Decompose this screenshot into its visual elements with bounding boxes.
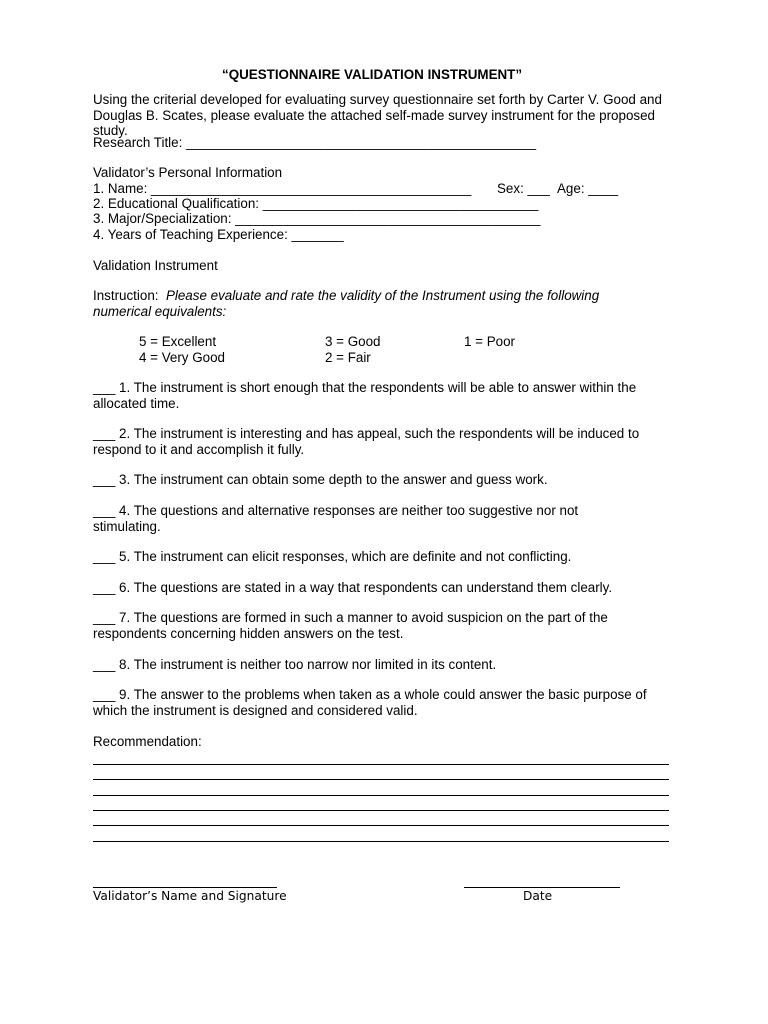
- rating-item[interactable]: ___ 3. The instrument can obtain some depth to the answer and guess work.: [93, 472, 548, 487]
- instruction-text: Please evaluate and rate the validity of the Instrument using the following numerical equivalents:: [93, 288, 600, 319]
- signature-label: Validator’s Name and Signature: [93, 889, 287, 903]
- rating-item[interactable]: ___ 9. The answer to the problems when taken as a whole could answer the basic purpose of which the instrument is designed and considered valid.: [93, 687, 647, 718]
- rating-item[interactable]: ___ 5. The instrument can elicit responses, which are definite and not conflicting.: [93, 549, 572, 564]
- scale-poor: 1 = Poor: [464, 334, 515, 349]
- name-field[interactable]: 1. Name: ___________________________________________: [93, 181, 472, 196]
- experience-field[interactable]: 4. Years of Teaching Experience: _______: [93, 227, 344, 242]
- rating-item[interactable]: ___ 4. The questions and alternative responses are neither too suggestive nor not stimulating.: [93, 503, 579, 534]
- signature-line[interactable]: [93, 887, 277, 888]
- document-title: “QUESTIONNAIRE VALIDATION INSTRUMENT”: [222, 67, 523, 82]
- validator-info-heading: Validator’s Personal Information: [93, 165, 283, 180]
- recommendation-line[interactable]: [93, 810, 669, 811]
- education-field[interactable]: 2. Educational Qualification: _____________________________________: [93, 196, 539, 211]
- recommendation-line[interactable]: [93, 779, 669, 780]
- recommendation-line[interactable]: [93, 825, 669, 826]
- validation-heading: Validation Instrument: [93, 258, 218, 273]
- scale-excellent: 5 = Excellent: [139, 334, 217, 349]
- instruction-paragraph: [93, 288, 653, 319]
- rating-item[interactable]: ___ 1. The instrument is short enough that the respondents will be able to answer within the allocated time.: [93, 380, 637, 411]
- age-field[interactable]: Age: ____: [557, 181, 619, 196]
- rating-item[interactable]: ___ 2. The instrument is interesting and has appeal, such the respondents will be induced to respond to it and accomplish it fully.: [93, 426, 640, 457]
- recommendation-line[interactable]: [93, 795, 669, 796]
- sex-field[interactable]: Sex: ___: [497, 181, 550, 196]
- recommendation-label: Recommendation:: [93, 734, 202, 749]
- date-line[interactable]: [464, 887, 620, 888]
- rating-item[interactable]: ___ 8. The instrument is neither too narrow nor limited in its content.: [93, 657, 497, 672]
- scale-good: 3 = Good: [325, 334, 381, 349]
- major-field[interactable]: 3. Major/Specialization: _________________________________________: [93, 211, 541, 226]
- instruction-label: Instruction:: [93, 288, 159, 303]
- rating-item[interactable]: ___ 7. The questions are formed in such a manner to avoid suspicion on the part of the respondents concerning hidden answers on the test.: [93, 610, 608, 641]
- research-title-field[interactable]: Research Title: _______________________________________________: [93, 135, 537, 150]
- date-label: Date: [523, 889, 553, 903]
- recommendation-line[interactable]: [93, 841, 669, 842]
- rating-item[interactable]: ___ 6. The questions are stated in a way that respondents can understand them clearly.: [93, 580, 613, 595]
- scale-very-good: 4 = Very Good: [139, 350, 225, 365]
- recommendation-line[interactable]: [93, 764, 669, 765]
- intro-paragraph: Using the criterial developed for evaluating survey questionnaire set forth by Carter V. Good and Douglas B. Scates, please evaluate the attached self-made survey instrument for the proposed study.: [93, 92, 662, 138]
- scale-fair: 2 = Fair: [325, 350, 371, 365]
